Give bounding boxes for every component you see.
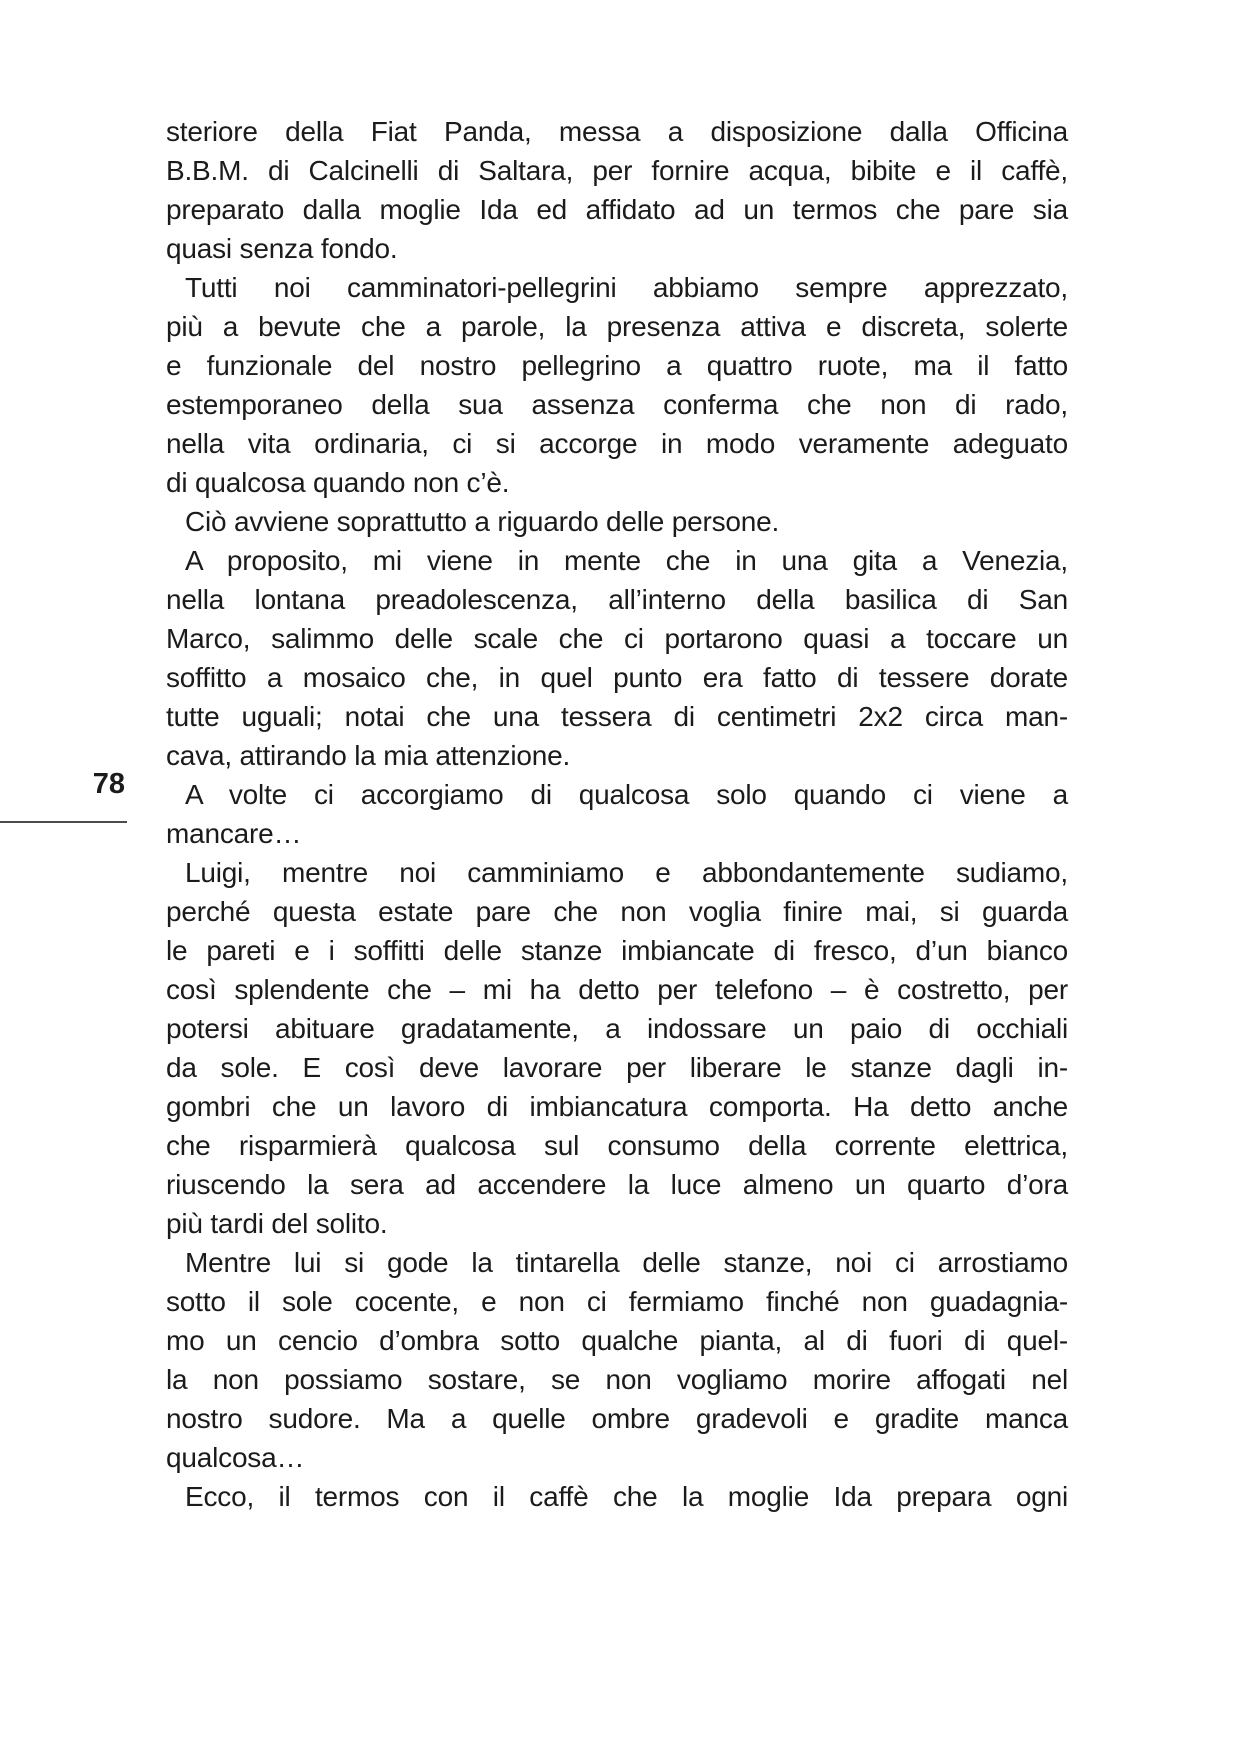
- text-line: nella vita ordinaria, ci si accorge in modo veramente adeguato: [166, 428, 1068, 459]
- text-line: perché questa estate pare che non voglia finire mai, si guarda: [166, 896, 1068, 927]
- body-text: [166, 112, 1068, 1516]
- text-line: estemporaneo della sua assenza conferma che non di rado,: [166, 389, 1068, 420]
- text-line: riuscendo la sera ad accendere la luce almeno un quarto d’ora: [166, 1169, 1068, 1200]
- text-line: più tardi del solito.: [166, 1208, 388, 1239]
- text-line: mo un cencio d’ombra sotto qualche pianta, al di fuori di quel-: [166, 1325, 1068, 1356]
- text-line: sotto il sole cocente, e non ci fermiamo finché non guadagnia-: [166, 1286, 1068, 1317]
- text-line: gombri che un lavoro di imbiancatura comporta. Ha detto anche: [166, 1091, 1068, 1122]
- text-line: nella lontana preadolescenza, all’interno della basilica di San: [166, 584, 1068, 615]
- text-line: B.B.M. di Calcinelli di Saltara, per fornire acqua, bibite e il caffè,: [166, 155, 1068, 186]
- text-line: A proposito, mi viene in mente che in una gita a Venezia,: [185, 545, 1068, 576]
- text-line: più a bevute che a parole, la presenza attiva e discreta, solerte: [166, 311, 1068, 342]
- text-line: da sole. E così deve lavorare per liberare le stanze dagli in-: [166, 1052, 1068, 1083]
- text-line: così splendente che – mi ha detto per telefono – è costretto, per: [166, 974, 1068, 1005]
- text-line: che risparmierà qualcosa sul consumo della corrente elettrica,: [166, 1130, 1068, 1161]
- text-line: soffitto a mosaico che, in quel punto era fatto di tessere dorate: [166, 662, 1068, 693]
- text-line: la non possiamo sostare, se non vogliamo morire affogati nel: [166, 1364, 1068, 1395]
- text-line: qualcosa…: [166, 1442, 305, 1473]
- text-line: nostro sudore. Ma a quelle ombre gradevoli e gradite manca: [166, 1403, 1068, 1434]
- text-line: A volte ci accorgiamo di qualcosa solo quando ci viene a: [185, 779, 1068, 810]
- text-line: preparato dalla moglie Ida ed affidato ad un termos che pare sia: [166, 194, 1068, 225]
- text-line: e funzionale del nostro pellegrino a quattro ruote, ma il fatto: [166, 350, 1068, 381]
- text-line: Ciò avviene soprattutto a riguardo delle persone.: [185, 506, 780, 537]
- margin-rule: [0, 821, 127, 823]
- text-line: tutte uguali; notai che una tessera di centimetri 2x2 circa man-: [166, 701, 1068, 732]
- text-line: Luigi, mentre noi camminiamo e abbondantemente sudiamo,: [185, 857, 1068, 888]
- text-line: steriore della Fiat Panda, messa a disposizione dalla Officina: [166, 116, 1068, 147]
- text-line: mancare…: [166, 818, 302, 849]
- text-line: Mentre lui si gode la tintarella delle stanze, noi ci arrostiamo: [185, 1247, 1068, 1278]
- text-line: potersi abituare gradatamente, a indossare un paio di occhiali: [166, 1013, 1068, 1044]
- text-line: Ecco, il termos con il caffè che la moglie Ida prepara ogni: [185, 1481, 1068, 1512]
- text-line: di qualcosa quando non c’è.: [166, 467, 510, 498]
- page-number: 78: [92, 768, 125, 800]
- text-line: Tutti noi camminatori-pellegrini abbiamo sempre apprezzato,: [185, 272, 1068, 303]
- text-line: le pareti e i soffitti delle stanze imbiancate di fresco, d’un bianco: [166, 935, 1068, 966]
- text-line: Marco, salimmo delle scale che ci portarono quasi a toccare un: [166, 623, 1068, 654]
- text-line: quasi senza fondo.: [166, 233, 398, 264]
- text-line: cava, attirando la mia attenzione.: [166, 740, 571, 771]
